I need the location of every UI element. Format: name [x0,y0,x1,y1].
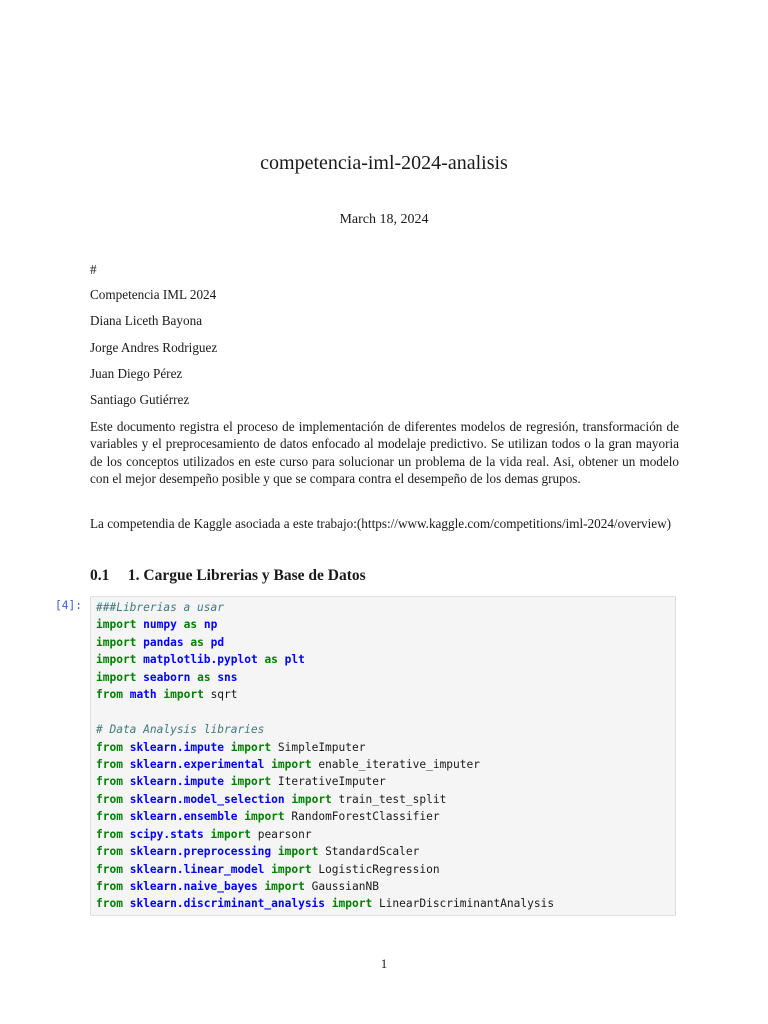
intro-paragraph: Este documento registra el proceso de implementación de diferentes modelos de regresión, transformación de variables y el preprocesamiento de datos enfocado al modelaje predictivo. Se utilizan todos o la gran mayoria de los conceptos utilizados en este curso para solucionar un problema de la vida real. Asi, obtener un modelo con el mejor desempeño posible y que se compara contra el desempeño de los demas grupos. [90,419,679,487]
code-token [123,775,130,788]
code-token: sklearn.discriminant_analysis [129,897,326,911]
code-token: from [96,810,123,824]
code-token: import [277,845,319,859]
code-token [204,636,211,649]
code-line [96,843,554,860]
code-token: import [96,670,137,684]
code-token: ###Librerias a usar [96,601,224,614]
code-line [96,878,554,895]
code-token: from [96,827,123,841]
code-token: train_test_split [331,792,447,806]
code-token: matplotlib.pyplot [143,653,258,667]
code-line [96,651,554,668]
code-token: as [264,653,278,667]
code-token [271,845,278,858]
code-token: from [96,757,123,771]
code-token [123,845,130,858]
section-heading [90,567,366,585]
code-token: as [190,635,204,649]
code-token: import [264,880,305,893]
code-line [96,669,554,686]
document-title: competencia-iml-2024-analisis [260,152,508,174]
code-token: enable_iterative_imputer [311,757,480,771]
code-token [123,688,130,701]
code-token: sklearn.linear_model [129,862,265,876]
code-token [278,653,285,666]
code-token: RandomForestClassifier [284,810,440,824]
author-1: Diana Liceth Bayona [90,313,203,328]
code-token [123,810,130,823]
code-token: import [96,635,137,649]
code-token [197,618,204,631]
code-token: LinearDiscriminantAnalysis [372,897,555,911]
code-token: sklearn.model_selection [129,792,285,806]
code-token [123,863,130,876]
section-title: 1. Cargue Librerias y Base de Datos [127,567,366,584]
code-token: import [96,653,137,667]
code-token: sklearn.naive_bayes [129,880,258,893]
code-token: pd [210,635,225,649]
code-token: from [96,792,123,806]
code-token: import [244,810,285,824]
code-token: sklearn.experimental [129,757,265,771]
code-token: sklearn.impute [129,775,224,789]
cell-prompt: [4]: [55,599,82,612]
code-token: sklearn.preprocessing [129,845,272,859]
author-4: Santiago Gutiérrez [90,392,190,407]
code-token [123,758,130,771]
code-token: plt [284,653,305,667]
code-token: from [96,740,123,754]
code-token: from [96,775,123,789]
code-cell[interactable] [90,596,676,916]
code-line [96,791,554,808]
code-token: sqrt [203,688,238,702]
code-token: from [96,845,123,859]
code-token: import [331,897,373,911]
author-2: Jorge Andres Rodriguez [90,340,218,355]
code-token: # Data Analysis libraries [96,723,265,737]
code-token: np [203,618,218,632]
code-token: IterativeImputer [271,775,386,789]
code-line [96,773,554,790]
code-token [123,897,130,910]
code-token [123,828,130,841]
code-token: pearsonr [250,827,312,841]
kaggle-link-paragraph: La competendia de Kaggle asociada a este trabajo:(https://www.kaggle.com/competitions/iml-2024/overview) [90,516,672,531]
code-token: GaussianNB [304,880,379,893]
code-token: sklearn.ensemble [129,810,238,824]
code-token: import [271,862,312,876]
document-date: March 18, 2024 [339,212,429,227]
heading-marker: # [90,262,97,277]
code-line [96,686,554,703]
code-token: import [163,688,204,702]
code-token: import [230,775,272,789]
code-token: from [96,897,123,911]
code-token [224,741,231,754]
code-lines [96,599,554,913]
code-token: sns [217,670,238,684]
code-line [96,721,554,738]
code-token [177,618,184,631]
code-token: pandas [143,635,184,649]
code-token: SimpleImputer [271,740,366,754]
code-token: from [96,880,123,893]
code-token: as [183,618,198,632]
code-line [96,826,554,843]
code-token: import [230,740,272,754]
code-token: scipy.stats [129,827,204,841]
code-token: math [129,688,157,702]
section-number: 0.1 [90,567,110,584]
code-line [96,599,554,616]
code-token: sklearn.impute [129,740,224,754]
code-token [123,741,130,754]
code-line [96,756,554,773]
code-token [204,828,211,841]
code-token [123,880,130,893]
code-token [224,775,231,788]
code-line [96,808,554,825]
code-token: LogisticRegression [311,862,440,876]
page-number: 1 [380,956,388,971]
code-token: StandardScaler [318,845,420,859]
code-token: seaborn [143,670,191,684]
code-token: numpy [143,618,177,632]
code-line [96,634,554,651]
code-token: as [197,670,211,684]
code-token: import [210,827,251,841]
competition-name: Competencia IML 2024 [90,287,217,302]
code-token [325,897,332,910]
code-token: from [96,862,123,876]
code-line [96,704,554,721]
code-token: import [96,618,137,632]
code-token: from [96,688,123,702]
code-line [96,616,554,633]
code-line [96,895,554,912]
author-3: Juan Diego Pérez [90,366,183,381]
code-line [96,861,554,878]
code-token: import [271,757,312,771]
code-line [96,739,554,756]
code-token [123,793,130,806]
code-token: import [291,792,332,806]
